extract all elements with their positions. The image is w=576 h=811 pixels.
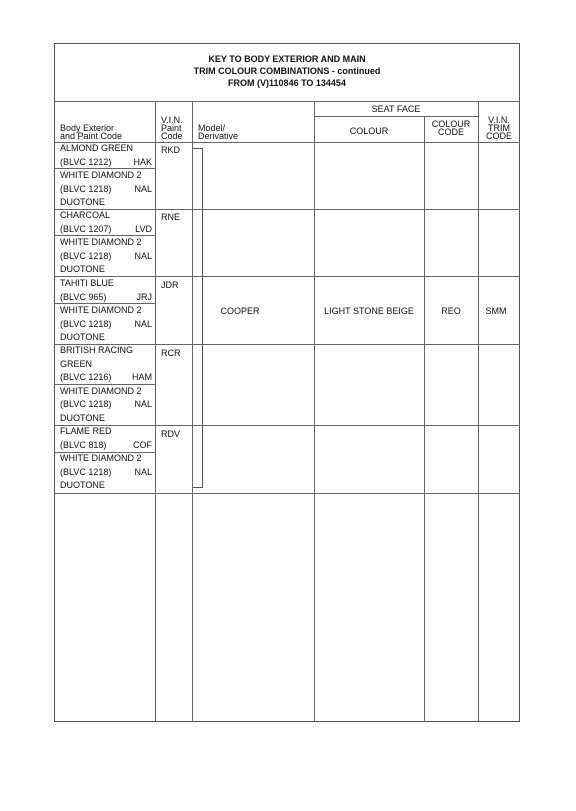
header-seat-face: SEAT FACE xyxy=(371,104,421,114)
paint-code: RCR xyxy=(161,348,181,358)
body-exterior-entry: TAHITI BLUE (BLVC 965) JRJ WHITE DIAMOND 2 (BLVC 1218) NAL DUOTONE xyxy=(60,278,152,342)
page-title xyxy=(54,53,520,89)
body-exterior-entry: FLAME RED (BLVC 818) COF WHITE DIAMOND 2 (BLVC 1218) NAL DUOTONE xyxy=(60,426,152,490)
paint-code: RDV xyxy=(161,429,181,439)
paint-code: JDR xyxy=(161,280,179,290)
seat-face-rule xyxy=(314,116,478,117)
header-vin-paint-code: V.I.N. Paint Code xyxy=(161,115,183,141)
header-vin-trim-code: V.I.N. TRIM CODE xyxy=(485,115,512,141)
colour-value: LIGHT STONE BEIGE xyxy=(324,306,414,316)
row-rule-5 xyxy=(54,493,520,494)
model-value: COOPER xyxy=(220,306,260,316)
col-rule-5 xyxy=(478,101,479,722)
col-rule-4 xyxy=(424,116,425,722)
paint-code: RKD xyxy=(161,145,181,155)
title-line-2: TRIM COLOUR COMBINATIONS - continued xyxy=(193,66,381,76)
header-body-exterior: Body Exterior and Paint Code xyxy=(60,123,123,141)
header-colour: COLOUR xyxy=(349,126,389,136)
col-rule-1 xyxy=(155,101,156,722)
body-exterior-entry: CHARCOAL (BLVC 1207) LVD WHITE DIAMOND 2 (BLVC 1218) NAL DUOTONE xyxy=(60,210,152,274)
header-colour-code: COLOUR CODE xyxy=(431,119,471,137)
header-model-derivative: Model/ Derivative xyxy=(198,123,239,141)
trim-code-value: SMM xyxy=(485,306,507,316)
body-exterior-entry: BRITISH RACING GREEN (BLVC 1216) HAM WHITE DIAMOND 2 (BLVC 1218) NAL DUOTONE xyxy=(60,345,152,423)
header-top-rule xyxy=(54,101,520,102)
title-line-3: FROM (V)110846 TO 134454 xyxy=(228,78,346,88)
col-rule-3 xyxy=(314,101,315,722)
model-bracket xyxy=(193,148,203,488)
colour-code-value: REO xyxy=(441,306,461,316)
body-exterior-entry: ALMOND GREEN (BLVC 1212) HAK WHITE DIAMOND 2 (BLVC 1218) NAL DUOTONE xyxy=(60,143,152,207)
title-line-1: KEY TO BODY EXTERIOR AND MAIN xyxy=(208,54,366,64)
paint-code: RNE xyxy=(161,212,181,222)
